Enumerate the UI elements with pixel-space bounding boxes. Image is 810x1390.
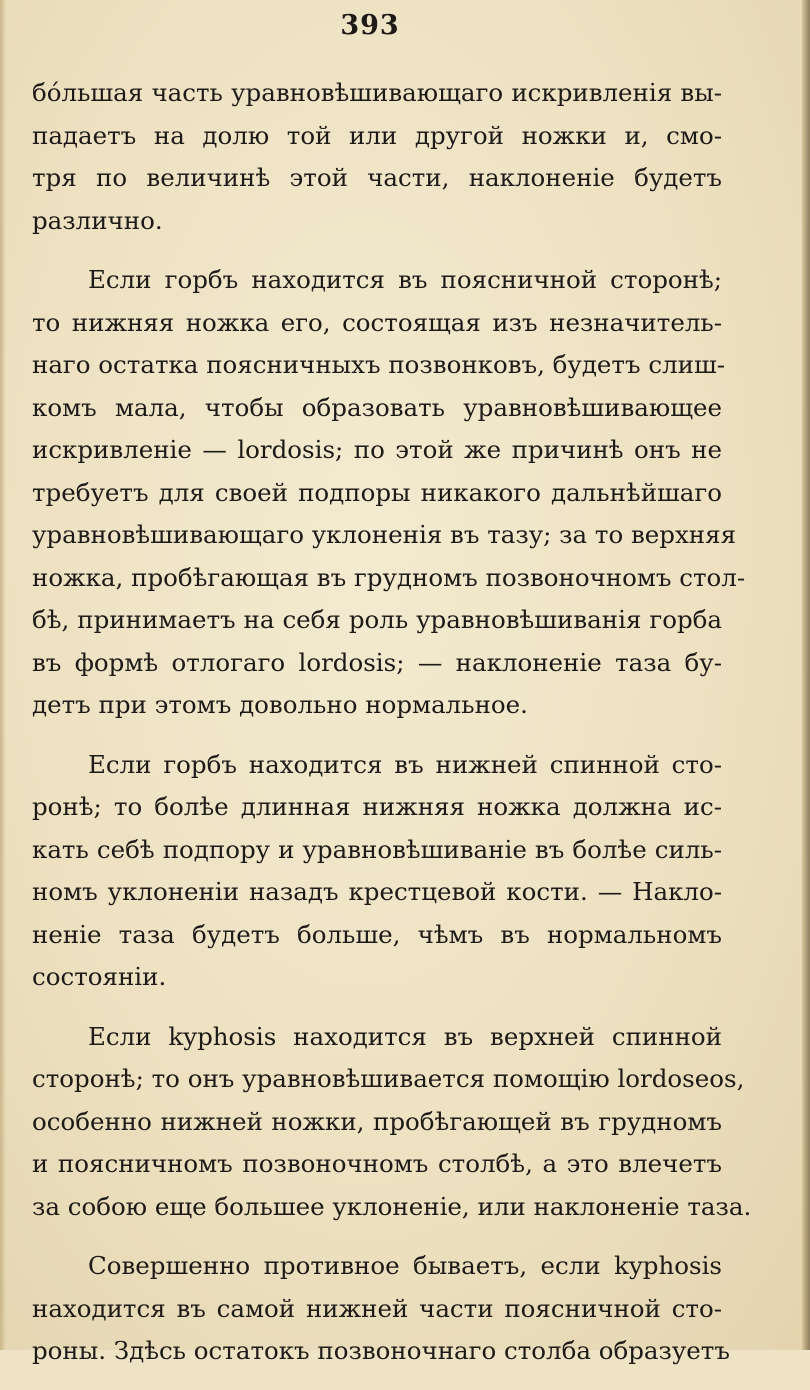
text-line: неніе таза будетъ больше, чѣмъ въ нормальномъ bbox=[32, 919, 722, 949]
text-line: сторонѣ; то онъ уравновѣшивается помощію lordoseos, bbox=[32, 1064, 745, 1093]
text-line: то нижняя ножка его, состоящая изъ незначитель- bbox=[32, 307, 722, 337]
text-line: состояніи. bbox=[32, 962, 167, 991]
text-line: наго остатка поясничныхъ позвонковъ, будетъ слиш- bbox=[32, 350, 726, 379]
text-line: Если горбъ находится въ поясничной сторонѣ; bbox=[88, 265, 722, 294]
text-line: уравновѣшивающаго уклоненія въ тазу; за то верхняя bbox=[32, 520, 737, 549]
paragraph-5 bbox=[32, 1245, 730, 1373]
page-number: 393 bbox=[340, 10, 400, 41]
page-right-edge bbox=[802, 0, 810, 1350]
text-line: Если kyphosis находится въ верхней спинной bbox=[88, 1021, 722, 1051]
text-line: номъ уклоненіи назадъ крестцевой кости. — Накло- bbox=[32, 877, 722, 906]
text-line: тря по величинѣ этой части, наклоненіе будетъ bbox=[32, 163, 722, 192]
text-line: комъ мала, чтобы образовать уравновѣшивающее bbox=[32, 392, 722, 422]
paragraph-4 bbox=[32, 1016, 752, 1229]
page-left-edge bbox=[0, 0, 6, 1350]
text-line: роны. Здѣсь остатокъ позвоночнаго столба образуетъ bbox=[32, 1336, 730, 1365]
text-line: за собою еще большее уклоненіе, или наклоненіе таза. bbox=[32, 1191, 752, 1221]
text-line: бо́льшая часть уравновѣшивающаго искривленія вы- bbox=[32, 78, 722, 107]
text-line: находится въ самой нижней части поясничной сто- bbox=[32, 1293, 722, 1323]
text-line: кать себѣ подпору и уравновѣшиваніе въ болѣе силь- bbox=[32, 834, 722, 864]
text-line: падаетъ на долю той или другой ножки и, смо- bbox=[32, 120, 722, 150]
body-text bbox=[32, 72, 752, 1390]
text-line: детъ при этомъ довольно нормальное. bbox=[32, 690, 528, 719]
text-line: въ формѣ отлогаго lordosis; — наклоненіе таза бу- bbox=[32, 647, 722, 677]
text-line: особенно нижней ножки, пробѣгающей въ грудномъ bbox=[32, 1106, 722, 1136]
paragraph-1 bbox=[32, 72, 722, 242]
text-line: искривленіе — lordosis; по этой же причинѣ онъ не bbox=[32, 435, 722, 464]
paragraph-3 bbox=[32, 744, 722, 999]
text-line: и поясничномъ позвоночномъ столбѣ, а это влечетъ bbox=[32, 1149, 722, 1178]
text-line: бѣ, принимаетъ на себя роль уравновѣшиванія горба bbox=[32, 605, 722, 634]
text-line: различно. bbox=[32, 205, 163, 235]
text-line: требуетъ для своей подпоры никакого дальнѣйшаго bbox=[32, 477, 722, 507]
text-line: ножка, пробѣгающая въ грудномъ позвоночномъ стол- bbox=[32, 562, 746, 592]
text-line: Если горбъ находится въ нижней спинной сто- bbox=[88, 749, 722, 779]
paragraph-2 bbox=[32, 259, 746, 727]
text-line: ронѣ; то болѣе длинная нижняя ножка должна ис- bbox=[32, 792, 722, 821]
text-line: Совершенно противное бываетъ, если kyphosis bbox=[88, 1251, 722, 1280]
